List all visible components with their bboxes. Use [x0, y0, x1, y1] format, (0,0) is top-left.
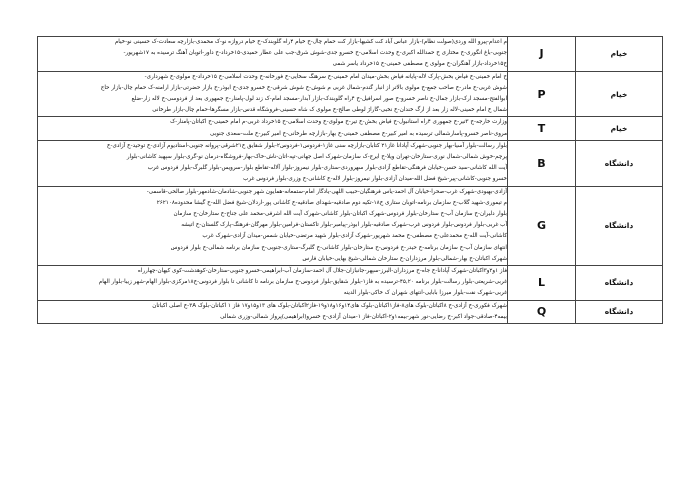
- route-description-line: آزادی-بهبودی-شهرک غرب-صحرا-خیابان آل احمد-یاس فرهنگیان-حبیب اللهی-یادگار امام-ستمعانه-همایون شهر جنوبی-شادمان-شادمهر-بلوار صالحی-قاسمی-: [146, 188, 507, 195]
- route-description-line: خ۱۵خرداد-بازار آهنگران-خ مولوی خ مصطفی خمینی-خ ۱۵خرداد یاسر شمی: [332, 61, 507, 68]
- route-description-line: انتهای سازمان آب-خ سازمان برنامه-خ حیدر-خ فردوس-خ ستارخان-بلوار کاشانی-خ گلبرگ-ستاری-جنوبی-خ سازمان برنامه شمالی-خ بلوار فردوس: [170, 244, 507, 251]
- area-name-cell: خیام: [576, 37, 663, 72]
- route-description-line: م تیموری-شهید گلاب-خ سازمان برنامه-اتوبان ستاری خ۱۸-تکیه دوم صادقیه-شهدای صادقیه-خ کاشانی پور-اردلان-شیخ فضل الله-خ گیشا محدوده۲۶۲۱۰۸: [156, 199, 507, 206]
- route-description-cell: [38, 140, 508, 186]
- table-row: [38, 300, 663, 323]
- area-name-cell: دانشگاه: [576, 140, 663, 186]
- route-code-cell: L: [508, 266, 576, 301]
- route-description-line: مروی-ناصر خسرو-پاسارشمالی ترسیده به امیر کبیر-خ مصطفی خمینی-خ بهار-بازارچه طرخانی-خ امیر کبیر-خ ملت-سعدی جنوبی: [210, 130, 507, 137]
- route-description-line: آیت الله کاشانی-سید حسن-خیابان فرهنگی-تقاطع آزادی-بلوار سهروردی-ستاری-بلوار نیمروز-بلوار آلاله-تقاطع بلوار-سرویس-بلوار گلبرگ-بلوار فردوس غرب: [147, 165, 507, 172]
- route-description-line: بلوار دلیران-خ سازمان آب-خ ستارخان-بلوار فردوس-شهرک اکباتان-بلوار کاشانی-شهرک آیت الله اشرفی-محمد علی جناح-خ ستارخان-خ سازمان: [173, 211, 507, 218]
- route-description-cell: [38, 186, 508, 265]
- route-description-line: شهرک فکوری-خ آزادی-خ ۸اکباتان-بلوک های۸-فاز۱اکباتان-بلوک های۱۴و۱۶و۱۸و۱۹-فاز۲اکباتان-بلوک های ۱۳و۱۵و۱۷ فاز ۱ اکباتان-بلوک ۳A-خ اصلی اکباتان: [152, 302, 507, 309]
- route-description-line: آب غربی-بلوار فردوس-بلوار فردوس غرب-شهرک صادقیه-بلوار ابوذر-پیامبر-بلوار تاکستان-فرامین-بلوار مهرگان-فرهنگ-پارک گلستان-خ اتیشه: [181, 222, 507, 229]
- route-code-cell: Q: [508, 300, 576, 323]
- route-description-cell: [38, 37, 508, 72]
- route-description-line: شوش غربی-خ مادر-خ صاحب جمع-خ مولوی بالاتر از انبار گندم-شمال غربی م شوش-خ شوش شرقی-خ خسرو جدی-خ ابوذر-خ بازار حضرتی-بازار ارامنه-ک حمام چال-بازار حاج: [100, 84, 507, 91]
- route-description-line: کاشانی-آیت الله-خ محمدعلی-خ مصطفی-خ محمد شهریور-شهرک آزادی-بلوار شهید مرتضی-خیابان شمس-میدان آزادی-شهرک غرب: [202, 233, 507, 240]
- route-description-line: بیمه۴-صادقی-جواد اکبر-خ رضایی-نور شهر-بیمه۱و۲-اکباتان-فاز ۱-میدان آزادی-خ خسرو(ابراهیمی)پرواز شمالی-وزری شمالی: [220, 313, 507, 320]
- route-description-line: وزارت خارجه-خ ۳تیر-خ جمهوری ۴راه استانبول-خ فیاض بخش-خ تیر-خ مولوی-خ وحدت اسلامی-خ ۱۵خرداد غربی-م امام خمینی-خ اکباتان-پامنار-ک: [170, 119, 507, 126]
- route-code-cell: P: [508, 71, 576, 117]
- area-name-cell: دانشگاه: [576, 300, 663, 323]
- route-code-cell: J: [508, 37, 576, 72]
- route-description-line: غربی-شریعتی-بلوار رسالت-بلوار برنامه ۴۵,۲۰-ترسیده به فاز۱-بلوار شقایق-بلوار فردوس-خ سازمان برنامه تا کاشانی تا بلوار فردوس-خ۱۸مرکزی-بلوار الهام-شهر زیبا-بلوار الهام: [98, 279, 507, 286]
- route-description-cell: [38, 117, 508, 140]
- route-description-line: م اعدام-پیرو الله وردی(صولت نظام)-بازار عباس آباد کت کشیها-بازار کت حمام چال-خ خیام ۴راه گلوبندک-خ خیام دروازه نو-ک محمدی-بازارچه سعادت-ک حسینی نو-خیام: [114, 39, 507, 45]
- route-description-line: شهرک اکباتان-خ بهار-شمالی-بلوار مرزداران-خ ستارخان شمالی-شیخ بهایی-خیابان فارس: [302, 255, 507, 262]
- routes-table: [37, 36, 663, 324]
- area-name-cell: خیام: [576, 117, 663, 140]
- route-description-line: فاز ۱و۲و۳اکباتان-شهرک آپادانا-خ جاه-خ مرزداران-البرز-سپهر-جانبازان-جلال آل احمد-سازمان آب-ابراهیمی-خسرو جنوبی-ستارخان-کوهدشت-کوی کیهان-چهارراه: [137, 268, 507, 275]
- route-description-line: خسرو جنوبی-کاشانی-پیر-شیخ فضل الله-میدان آزادی-بلوار نیمروز-بلوار لاله-خ کاشانی-خ وزری-بلوار فردوس غرب: [243, 176, 507, 183]
- route-code-cell: B: [508, 140, 576, 186]
- table-row: [38, 71, 663, 117]
- table-row: [38, 37, 663, 72]
- route-description-line: جنوبی-باغ انگوری-خ مختاری خ حمدالله اکبری-خ وحدت اسلامی-خ خسرو جدی-شوش شرق-جب علی عطار حمیدی-۱۵خرداد-خ داور-اتوبان آهنگ ترسیده به ۱۷شهریور-: [123, 50, 507, 57]
- route-description-line: ابوالفتح-مسجد ارک-بازار جمال-خ ناصر خسرو-خ صور اسرافیل-خ ۴راه گلوبندک-بازار آبدار-مسجد امام-ک زند لول-پامنار-خ جمهوری بعد از فردوسی-خ لاله زار-ضلع: [131, 96, 507, 103]
- route-description-cell: [38, 266, 508, 301]
- route-description-cell: [38, 300, 508, 323]
- table-row: [38, 186, 663, 265]
- area-name-cell: دانشگاه: [576, 266, 663, 301]
- route-description-line: شمال خ امام خمینی-لاله زار بعد از ارگ خندان-خ نخبی-گاراژ لوطی صالح-خ مولوی ک شاه حسینی-فروشگاه قدس-بازار مسگرها-حمام چال-بازار طرخانی: [152, 107, 507, 114]
- route-description-cell: [38, 71, 508, 117]
- table-row: [38, 140, 663, 186]
- table-row: [38, 266, 663, 301]
- route-code-cell: G: [508, 186, 576, 265]
- table-row: [38, 117, 663, 140]
- route-description-line: خ امام خمینی-خ فیاض بخش-پارک لاله-پایانه فیاض بخش-میدان امام خمینی-خ سرهنگ سخایی-خ فورخانه-خ وحدت اسلامی-خ ۱۵خرداد-خ مولوی-خ شهرداری-: [144, 73, 507, 80]
- routes-table-body: [38, 37, 663, 324]
- area-name-cell: دانشگاه: [576, 186, 663, 265]
- route-description-line: غربی-شهرک نفت-بلوار میرزا بابایی-انتهای شهران ک خاکی-بلوار الدینه: [343, 290, 507, 297]
- route-description-line: پرچم-خوش شمالی-شمال نوری-ستارخان-تهران ویلا-خ ایرج-ک سازمان-شهرک اصل جهانی-تپه-اتان-ناش-خاک-بهار-فروشگاه-درمان نو-گری-بلوار سپهبد کاشانی-بلوار: [126, 154, 507, 161]
- route-description-line: بلوار رسالت-بلوار آسیا-بهار جنوبی-شهرک آپادانا غاز۲۱ کتابان-بازارچه سنی غاز۱-فردوس۱-فردوس۲-بلوار شقایق خ۲۱شرقی-پروانه جنوبی-استادیوم آزادی-خ توحید-خ آزادی-خ: [106, 142, 507, 149]
- route-code-cell: T: [508, 117, 576, 140]
- area-name-cell: خیام: [576, 71, 663, 117]
